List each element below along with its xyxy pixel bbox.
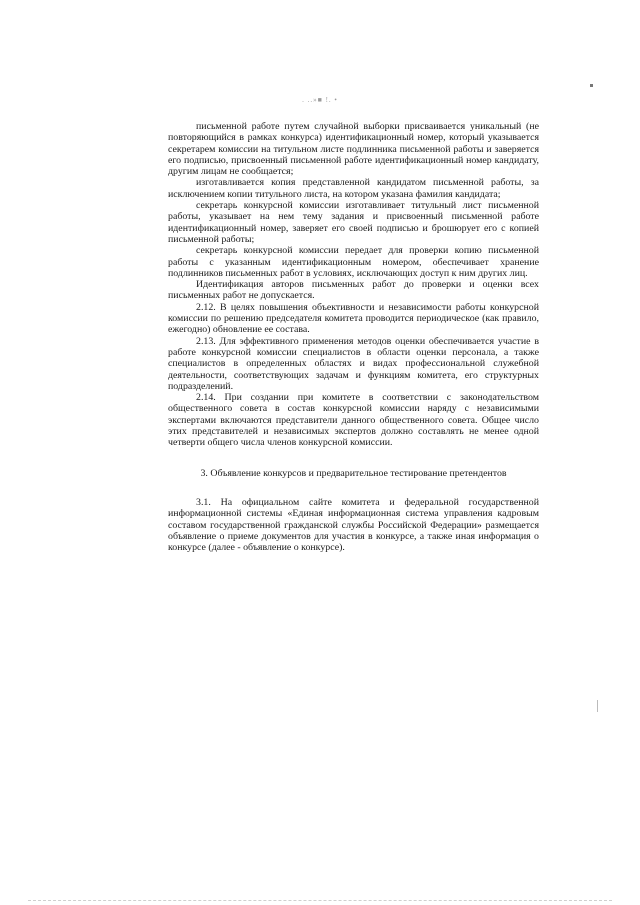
paragraph: 2.13. Для эффективного применения методов оценки обеспечивается участие в работе конкурсной комиссии специалистов в области оценки персонала, а также специалистов в определенных областях и видах профессиональной служебной деятельности, соответствующих задачам и функциям комитета, его структурных подразделений. (168, 335, 539, 392)
paragraph: секретарь конкурсной комиссии изготавливает титульный лист письменной работы, указывает на нем тему задания и присвоенный письменной работе идентификационный номер, заверяет его своей подписью и брошюрует его с копией письменной работы; (168, 200, 539, 245)
paragraph: письменной работе путем случайной выборки присваивается уникальный (не повторяющийся в рамках конкурса) идентификационный номер, который указывается секретарем комиссии на титульном листе подлинника письменной работы и заверяется его подписью, присвоенный письменной работе идентификационный номер кандидату, другим лицам не сообщается; (168, 121, 539, 178)
paragraph: 2.14. При создании при комитете в соответствии с законодательством общественного совета в состав конкурсной комиссии наряду с независимыми экспертами включаются представители данного общественного совета. Общее число этих представителей и независимых экспертов должно составлять не менее одной четверти общего числа членов конкурсной комиссии. (168, 392, 539, 449)
scan-artifact (597, 700, 598, 712)
scan-artifact (590, 84, 593, 87)
section-heading: 3. Объявление конкурсов и предварительное тестирование претендентов (200, 467, 507, 479)
paragraph: 3.1. На официальном сайте комитета и федеральной государственной информационной системы «Единая информационная система управления кадровым составом государственной гражданской службы Российской Федерации» размещается объявление о приеме документов для участия в конкурсе, а также иная информация о конкурсе (далее - объявление о конкурсе). (168, 496, 539, 554)
document-body (168, 121, 539, 553)
paragraph: секретарь конкурсной комиссии передает для проверки копию письменной работы с указанным идентификационным номером, обеспечивает хранение подлинников письменных работ в условиях, исключающих доступ к ним других лиц. (168, 245, 539, 279)
scan-footer-line (28, 900, 612, 901)
page-number: . ..»■ !. • (302, 96, 338, 104)
paragraph: Идентификация авторов письменных работ до проверки и оценки всех письменных работ не допускается. (168, 279, 539, 302)
paragraph: 2.12. В целях повышения объективности и независимости работы конкурсной комиссии по решению председателя комитета проводится периодическое (как правило, ежегодно) обновление ее состава. (168, 301, 539, 336)
paragraph: изготавливается копия представленной кандидатом письменной работы, за исключением копии титульного листа, на котором указана фамилия кандидата; (168, 177, 539, 200)
